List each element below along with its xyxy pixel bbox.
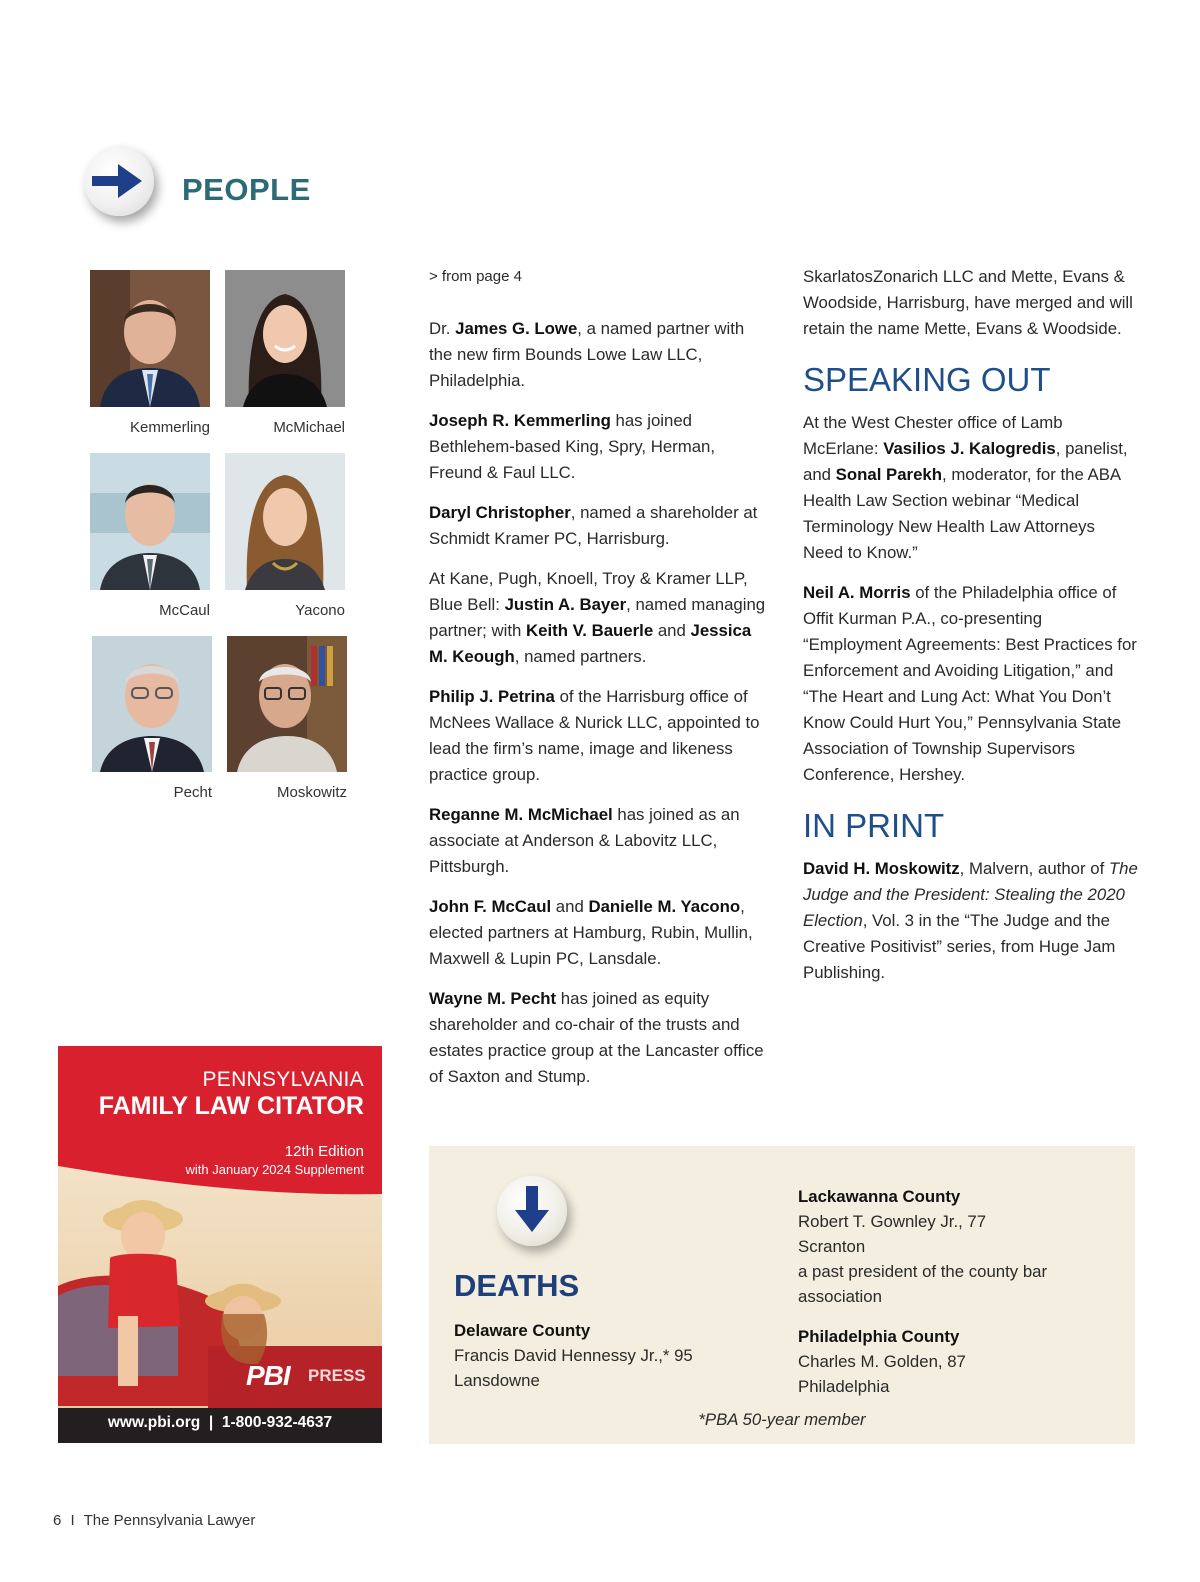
deceased-note: a past president of the county bar association (798, 1262, 1048, 1306)
portrait-moskowitz (227, 636, 347, 772)
person-name: John F. McCaul (429, 897, 552, 916)
person-name: Wayne M. Pecht (429, 989, 557, 1008)
caption-moskowitz: Moskowitz (276, 784, 347, 801)
news-column-1 (429, 264, 769, 1104)
caption-mccaul: McCaul (159, 602, 210, 619)
entry-petrina: Philip J. Petrina of the Harrisburg office of McNees Wallace & Nurick LLC, appointed to lead the firm’s name, image and likeness practice group. (429, 687, 760, 784)
caption-mcmichael: McMichael (273, 419, 345, 436)
ad-line-1: PENNSYLVANIA (202, 1068, 364, 1091)
county-name: Delaware County (454, 1321, 591, 1340)
person-name: Philip J. Petrina (429, 687, 555, 706)
caption-kemmerling: Kemmerling (129, 419, 210, 436)
continuation-note: > from page 4 (429, 268, 522, 285)
portrait-kemmerling (90, 270, 210, 407)
speaking-out-heading: SPEAKING OUT (803, 361, 1051, 398)
person-name: Joseph R. Kemmerling (429, 411, 611, 430)
portrait-mcmichael (225, 270, 345, 407)
caption-yacono: Yacono (295, 602, 345, 619)
person-name: Keith V. Bauerle (526, 621, 654, 640)
ad-edition: 12th Edition (284, 1143, 364, 1160)
deceased-city: Scranton (798, 1237, 866, 1256)
deaths-arrow-badge (497, 1176, 567, 1246)
pbi-logo: PBI (246, 1360, 290, 1391)
entry-lowe: Dr. James G. Lowe, a named partner with the new firm Bounds Lowe Law LLC, Philadelphia. (429, 319, 745, 390)
portrait-pecht (92, 636, 212, 772)
person-name: Vasilios J. Kalogredis (883, 439, 1056, 458)
person-name: Sonal Parekh (835, 465, 942, 484)
entry-mccaul-yacono: John F. McCaul and Danielle M. Yacono, elected partners at Hamburg, Rubin, Mullin, Maxwell & Lupin PC, Lansdale. (429, 897, 753, 968)
person-name: David H. Moskowitz (803, 859, 960, 878)
entry-pecht: Wayne M. Pecht has joined as equity shareholder and co-chair of the trusts and estates practice group at the Lancaster office of Saxton and Stump. (429, 989, 764, 1086)
entry-morris: Neil A. Morris of the Philadelphia office of Offit Kurman P.A., co-presenting “Employment Agreements: Best Practices for Enforcement and Avoiding Litigation,” and “The Heart and Lung Act: What You Don’t Know Could Hurt You,” Pennsylvania State Association of Township Supervisors Conference, Hershey. (803, 583, 1137, 784)
arrow-right-icon (84, 146, 154, 216)
ad-contact[interactable]: www.pbi.org | 1-800-932-4637 (107, 1414, 333, 1431)
news-column-2 (803, 264, 1138, 1000)
pbi-logo-suffix: PRESS (308, 1366, 366, 1385)
pbi-advertisement[interactable] (58, 1046, 382, 1443)
footer-separator: I (70, 1512, 75, 1529)
deceased-name: Charles M. Golden, 87 (798, 1352, 966, 1371)
entry-mcmichael: Reganne M. McMichael has joined as an associate at Anderson & Labovitz LLC, Pittsburgh. (429, 805, 740, 876)
deaths-panel (429, 1146, 1135, 1444)
merger-note: SkarlatosZonarich LLC and Mette, Evans & Woodside, Harrisburg, have merged and will retain the name Mette, Evans & Woodside. (803, 267, 1133, 338)
deaths-heading: DEATHS (454, 1268, 580, 1303)
page-footer (53, 1512, 255, 1529)
person-name: Justin A. Bayer (504, 595, 627, 614)
person-name: Reganne M. McMichael (429, 805, 613, 824)
entry-moskowitz: David H. Moskowitz, Malvern, author of The Judge and the President: Stealing the 2020 Election, Vol. 3 in the “The Judge and the Creative Positivist” series, from Huge Jam Publishing. (803, 859, 1138, 982)
deceased-city: Lansdowne (454, 1371, 540, 1390)
deceased-name: Francis David Hennessy Jr.,* 95 (454, 1346, 693, 1365)
people-arrow-badge (84, 146, 154, 216)
deceased-name: Robert T. Gownley Jr., 77 (798, 1212, 987, 1231)
entry-christopher: Daryl Christopher, named a shareholder at Schmidt Kramer PC, Harrisburg. (429, 503, 758, 548)
page-title: PEOPLE (182, 172, 311, 207)
in-print-heading: IN PRINT (803, 807, 945, 844)
ad-supplement: with January 2024 Supplement (185, 1162, 364, 1177)
death-entry-lackawanna (798, 1184, 1098, 1309)
page-number: 6 (53, 1512, 62, 1529)
entry-kane-pugh: At Kane, Pugh, Knoell, Troy & Kramer LLP, Blue Bell: Justin A. Bayer, named managing partner; with Keith V. Bauerle and Jessica M. Keough, named partners. (429, 569, 766, 666)
entry-kemmerling: Joseph R. Kemmerling has joined Bethlehem-based King, Spry, Herman, Freund & Faul LLC. (429, 411, 716, 482)
book-title: The Judge and the President: Stealing the 2020 Election (803, 859, 1138, 930)
portrait-yacono (225, 453, 345, 590)
arrow-down-icon (497, 1176, 567, 1246)
death-entry-delaware (454, 1318, 754, 1393)
portrait-mccaul (90, 453, 210, 590)
county-name: Philadelphia County (798, 1327, 960, 1346)
publication-name: The Pennsylvania Lawyer (83, 1512, 256, 1529)
entry-kalogredis-parekh: At the West Chester office of Lamb McErlane: Vasilios J. Kalogredis, panelist, and Sonal Parekh, moderator, for the ABA Health Law Section webinar “Medical Terminology New Health Law Attorneys Need to Know.” (803, 413, 1128, 562)
person-name: Danielle M. Yacono (588, 897, 741, 916)
deaths-footnote: *PBA 50-year member (698, 1410, 866, 1429)
person-name: Jessica M. Keough (429, 621, 752, 666)
death-entry-philadelphia (798, 1324, 1098, 1399)
caption-pecht: Pecht (173, 784, 212, 801)
person-name: James G. Lowe (455, 319, 578, 338)
deceased-city: Philadelphia (798, 1377, 890, 1396)
ad-line-2: FAMILY LAW CITATOR (98, 1092, 364, 1120)
person-name: Neil A. Morris (803, 583, 911, 602)
person-name: Daryl Christopher (429, 503, 571, 522)
county-name: Lackawanna County (798, 1187, 961, 1206)
